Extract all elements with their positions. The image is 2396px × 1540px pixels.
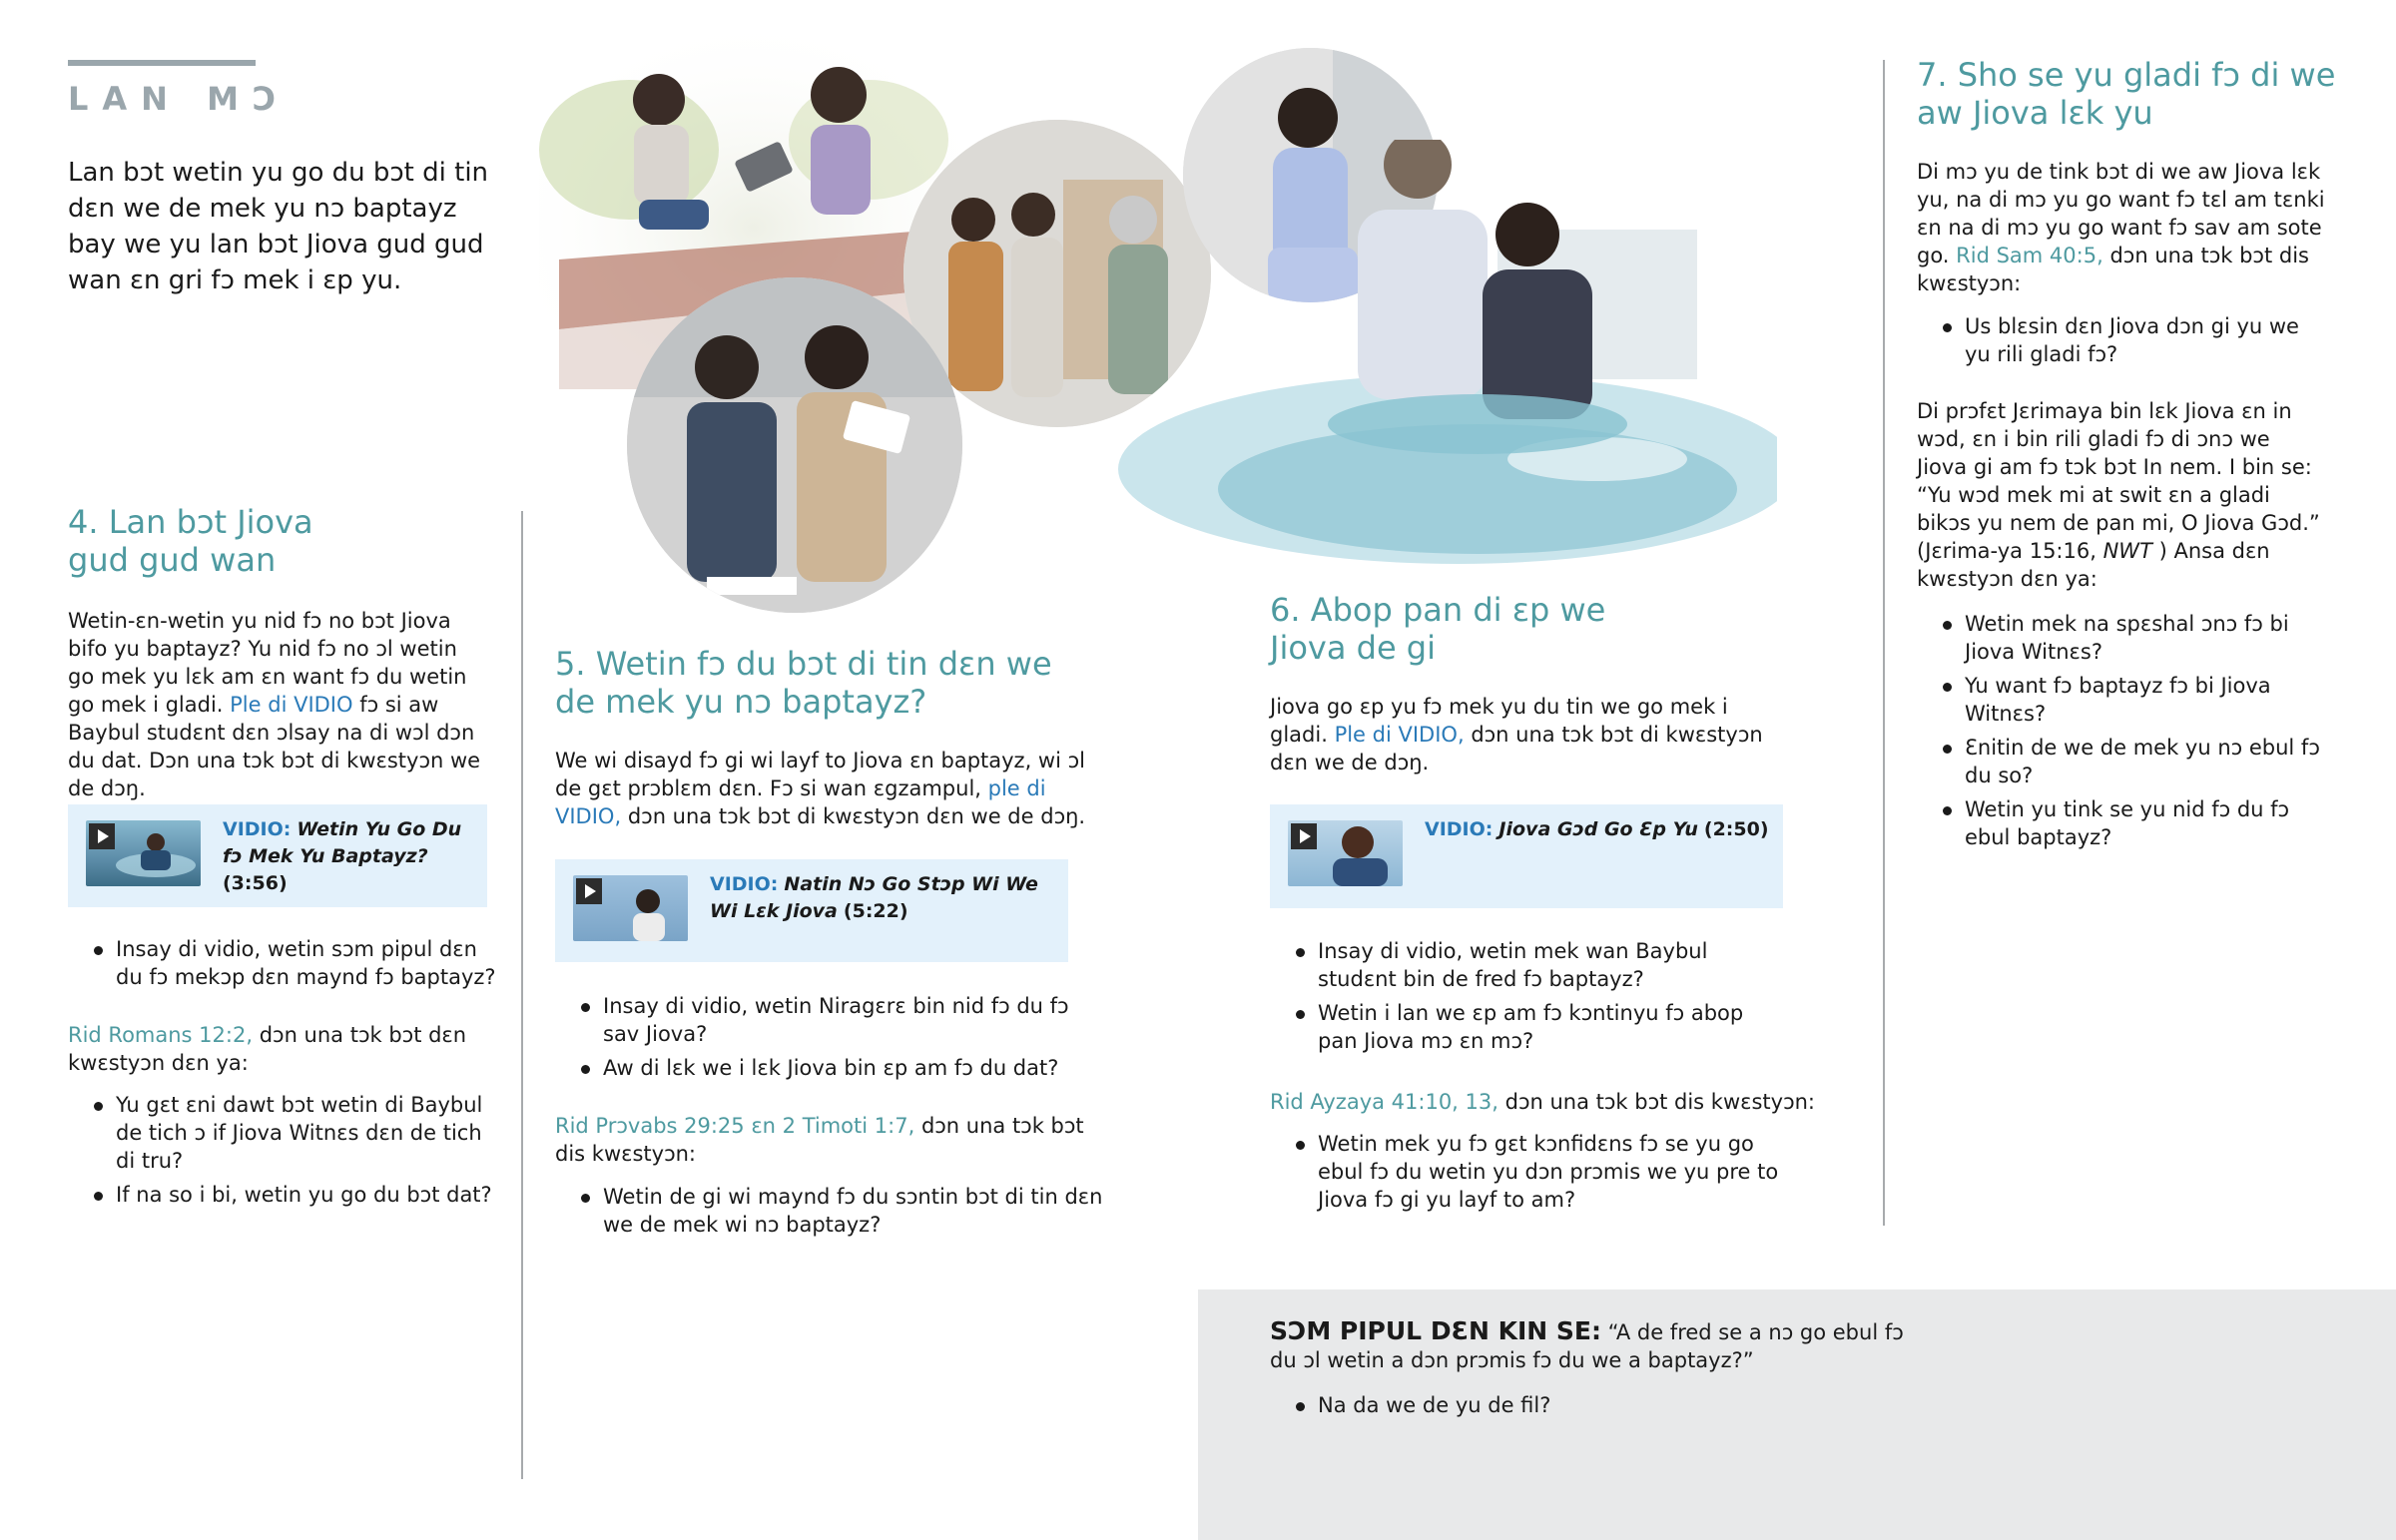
section4-question-list [68, 935, 497, 997]
section5-paragraph: We wi disayd fɔ gi wi layf to Jiova ɛn baptayz, wi ɔl de gɛt prɔblɛm dɛn. Fɔ si wan ɛgzampul, ple di VIDIO, dɔn una tɔk bɔt di kwɛstyɔn dɛn we de dɔŋ. [555, 749, 1086, 828]
illustration-baptism [1058, 140, 1777, 584]
section4-video-link[interactable]: Ple di VIDIO [230, 693, 353, 717]
section5-video-caption: VIDIO: Natin Nɔ Go Stɔp Wi We Wi Lɛk Jiova (5:22) [710, 873, 1038, 922]
list-item: Wetin yu tink se yu nid fɔ du fɔ ebul baptayz? [1917, 795, 2326, 851]
section6-read-line: Rid Ayzaya 41:10, 13, dɔn una tɔk bɔt dis kwɛstyɔn: [1270, 1090, 1816, 1114]
column-divider [1883, 60, 1885, 1226]
section4-heading: 4. Lan bɔt Jiova gud gud wan [68, 503, 313, 579]
title-rule [68, 60, 256, 66]
section4-scripture-link[interactable]: Rid Romans 12:2, [68, 1023, 254, 1047]
list-item: Wetin mek yu fɔ gɛt kɔnfidɛns fɔ se yu go ebul fɔ du wetin yu dɔn prɔmis we yu pre to Jiova fɔ gi yu layf to am? [1270, 1130, 1789, 1214]
section6-question-list-2 [1270, 1130, 1789, 1220]
list-item: Yu gɛt ɛni dawt bɔt wetin di Baybul de tich ɔ if Jiova Witnɛs dɛn de tich di tru? [68, 1091, 497, 1175]
list-item: Insay di vidio, wetin sɔm pipul dɛn du fɔ mekɔp dɛn maynd fɔ baptayz? [68, 935, 497, 991]
list-item: Wetin i lan we ɛp am fɔ kɔntinyu fɔ abop pan Jiova mɔ ɛn mɔ? [1270, 999, 1789, 1055]
lesson-intro: Lan bɔt wetin yu go du bɔt di tin dɛn we de mek yu nɔ baptayz bay we yu lan bɔt Jiova gud gud wan ɛn gri fɔ mek i ɛp yu. [68, 158, 489, 295]
section7-paragraph-2: Di prɔfɛt Jɛrimaya bin lɛk Jiova ɛn in wɔd, ɛn i bin rili gladi fɔ di ɔnɔ we Jiova gi am fɔ tɔk bɔt In nem. I bin se: “Yu wɔd mek mi at swit ɛn a gladi bikɔs yu nem de pan mi, O Jiova Gɔd.” (Jɛrima-ya 15:16, NWT ) Ansa dɛn kwɛstyɔn dɛn ya: [1917, 399, 2320, 591]
lesson-title: LAN MƆ [68, 80, 291, 118]
section6-paragraph: Jiova go ɛp yu fɔ mek yu du tin we go mek i gladi. Ple di VIDIO, dɔn una tɔk bɔt di kwɛstyɔn dɛn we de dɔŋ. [1270, 695, 1763, 774]
section5-read-line: Rid Prɔvabs 29:25 ɛn 2 Timoti 1:7, dɔn una tɔk bɔt dis kwɛstyɔn: [555, 1114, 1084, 1166]
section5-video-card[interactable] [555, 859, 1068, 962]
section6-video-thumbnail[interactable] [1288, 820, 1403, 886]
list-item: Yu want fɔ baptayz fɔ bi Jiova Witnɛs? [1917, 672, 2326, 728]
list-item: Aw di lɛk we i lɛk Jiova bin ɛp am fɔ du dat? [555, 1054, 1074, 1082]
section7-question-list [1917, 312, 2326, 374]
section7-heading: 7. Sho se yu gladi fɔ di we aw Jiova lɛk yu [1917, 56, 2336, 132]
column-divider [521, 511, 523, 1479]
section4-read-line: Rid Romans 12:2, dɔn una tɔk bɔt dɛn kwɛstyɔn dɛn ya: [68, 1023, 467, 1075]
section6-question-list [1270, 937, 1789, 1061]
list-item: Wetin de gi wi maynd fɔ du sɔntin bɔt di tin dɛn we de mek wi nɔ baptayz? [555, 1183, 1114, 1239]
section7-question-list-2 [1917, 610, 2326, 857]
some-people-label: SƆM PIPUL DƐN KIN SE: [1270, 1316, 1601, 1345]
play-icon[interactable] [576, 878, 602, 904]
section5-video-thumbnail[interactable] [573, 875, 688, 941]
section5-video-link[interactable]: ple di VIDIO, [555, 776, 1046, 828]
section5-scripture-link[interactable]: Rid Prɔvabs 29:25 ɛn 2 Timoti 1:7, [555, 1114, 915, 1138]
section5-question-list-2 [555, 1183, 1114, 1245]
illustration-study-circle [627, 277, 962, 613]
section6-video-link[interactable]: Ple di VIDIO, [1334, 723, 1465, 747]
section4-question-list-2 [68, 1091, 497, 1215]
section4-video-card[interactable] [68, 804, 487, 907]
list-item: If na so i bi, wetin yu go du bɔt dat? [68, 1181, 497, 1209]
list-item: Na da we de yu de fil? [1270, 1391, 1909, 1419]
list-item: Ɛnitin de we de mek yu nɔ ebul fɔ du so? [1917, 734, 2326, 789]
section5-question-list [555, 992, 1074, 1088]
section6-scripture-link[interactable]: Rid Ayzaya 41:10, 13, [1270, 1090, 1498, 1114]
section6-video-card[interactable] [1270, 804, 1783, 908]
section5-heading: 5. Wetin fɔ du bɔt di tin dɛn we de mek yu nɔ baptayz? [555, 645, 1052, 721]
play-icon[interactable] [1291, 823, 1317, 849]
section7-paragraph-1: Di mɔ yu de tink bɔt di we aw Jiova lɛk yu, na di mɔ yu go want fɔ tɛl am tɛnki ɛn na di mɔ yu go want fɔ sav am sote go. Rid Sam 40:5, dɔn una tɔk bɔt dis kwɛstyɔn: [1917, 160, 2325, 295]
section4-video-caption: VIDIO: Wetin Yu Go Du fɔ Mek Yu Baptayz? (3:56) [223, 818, 462, 894]
some-people-panel [1198, 1289, 2396, 1540]
section6-video-caption: VIDIO: Jiova Gɔd Go Ɛp Yu (2:50) [1425, 818, 1769, 840]
list-item: Insay di vidio, wetin Niragɛrɛ bin nid fɔ du fɔ sav Jiova? [555, 992, 1074, 1048]
play-icon[interactable] [89, 823, 115, 849]
list-item: Wetin mek na spɛshal ɔnɔ fɔ bi Jiova Witnɛs? [1917, 610, 2326, 666]
section4-paragraph: Wetin-ɛn-wetin yu nid fɔ no bɔt Jiova bifo yu baptayz? Yu nid fɔ no ɔl wetin go mek yu lɛk am ɛn want fɔ du wetin go mek i gladi. Ple di VIDIO fɔ si aw Baybul studɛnt dɛn ɔlsay na di wɔl dɔn du dat. Dɔn una tɔk bɔt di kwɛstyɔn we de dɔŋ. [68, 609, 481, 800]
list-item: Insay di vidio, wetin mek wan Baybul studɛnt bin de fred fɔ baptayz? [1270, 937, 1789, 993]
section6-heading: 6. Abop pan di ɛp we Jiova de gi [1270, 591, 1606, 667]
list-item: Us blɛsin dɛn Jiova dɔn gi yu we yu rili gladi fɔ? [1917, 312, 2326, 368]
some-people-quote: SƆM PIPUL DƐN KIN SE: “A de fred se a nɔ go ebul fɔ du ɔl wetin a dɔn prɔmis fɔ du we a baptayz?” [1270, 1316, 1904, 1372]
some-people-question-list [1270, 1391, 1909, 1425]
section4-video-thumbnail[interactable] [86, 820, 201, 886]
section7-scripture-link[interactable]: Rid Sam 40:5, [1956, 244, 2103, 267]
